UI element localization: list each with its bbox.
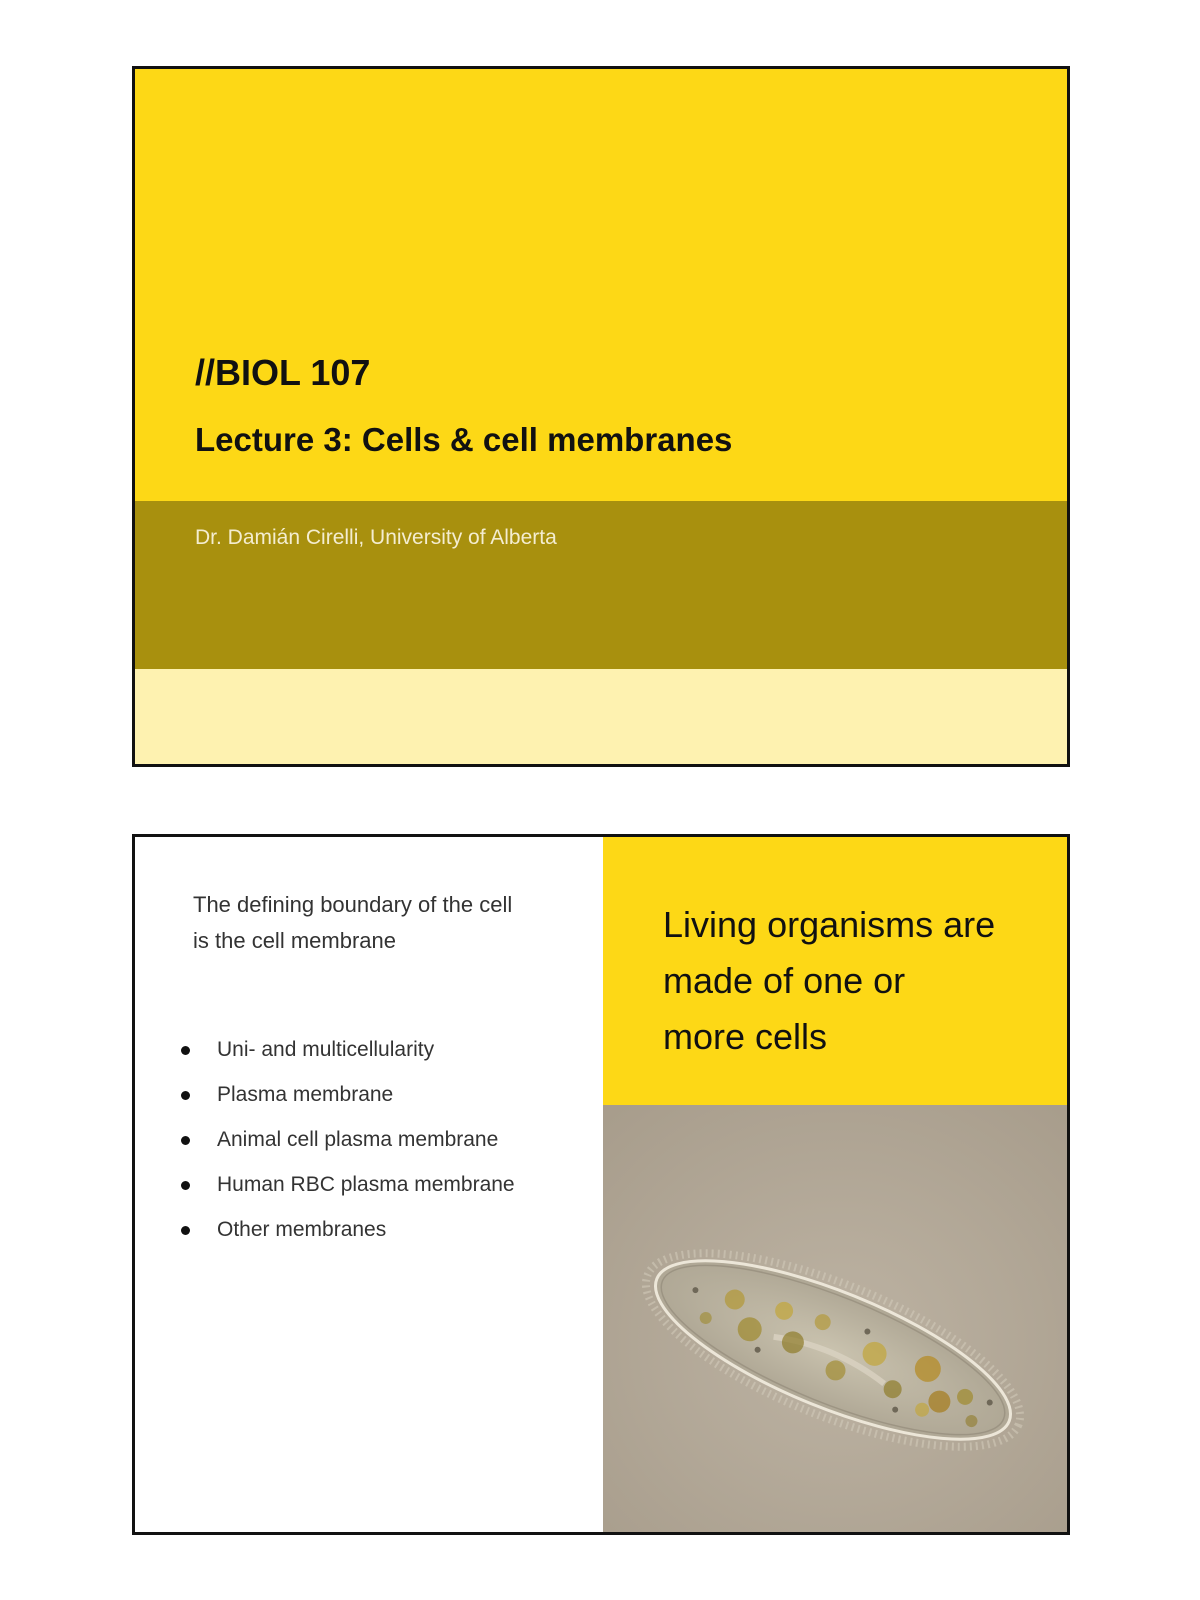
intro-text <box>193 887 573 959</box>
list-item <box>181 1117 515 1162</box>
paramecium-illustration <box>603 1105 1070 1535</box>
list-item-label: Animal cell plasma membrane <box>217 1128 499 1151</box>
list-item-label: Uni- and multicellularity <box>217 1038 435 1061</box>
headline-line: made of one or <box>663 960 906 1001</box>
bullet-icon <box>181 1046 190 1055</box>
topic-list <box>181 1027 515 1252</box>
list-item <box>181 1072 515 1117</box>
list-item-label: Other membranes <box>217 1218 387 1241</box>
list-item-label: Human RBC plasma membrane <box>217 1173 515 1196</box>
list-item <box>181 1162 515 1207</box>
bullet-icon <box>181 1091 190 1100</box>
intro-line: The defining boundary of the cell <box>193 892 513 917</box>
list-item-label: Plasma membrane <box>217 1083 394 1106</box>
bullet-icon <box>181 1136 190 1145</box>
lecture-title: Lecture 3: Cells & cell membranes <box>195 421 733 458</box>
title-slide <box>132 66 1070 767</box>
bullet-icon <box>181 1181 190 1190</box>
paramecium-image <box>603 1105 1070 1535</box>
content-slide-left-panel <box>135 837 603 1532</box>
headline-panel <box>603 837 1070 1105</box>
intro-line: is the cell membrane <box>193 928 396 953</box>
content-slide <box>132 834 1070 1535</box>
list-item <box>181 1027 515 1072</box>
headline-line: Living organisms are <box>663 904 996 945</box>
course-code: //BIOL 107 <box>195 352 371 393</box>
bullet-icon <box>181 1226 190 1235</box>
headline-line: more cells <box>663 1016 828 1057</box>
title-slide-pale-band <box>135 669 1067 767</box>
lecture-author: Dr. Damián Cirelli, University of Alberta <box>195 526 557 549</box>
list-item <box>181 1207 515 1252</box>
slide-headline <box>663 897 1063 1065</box>
